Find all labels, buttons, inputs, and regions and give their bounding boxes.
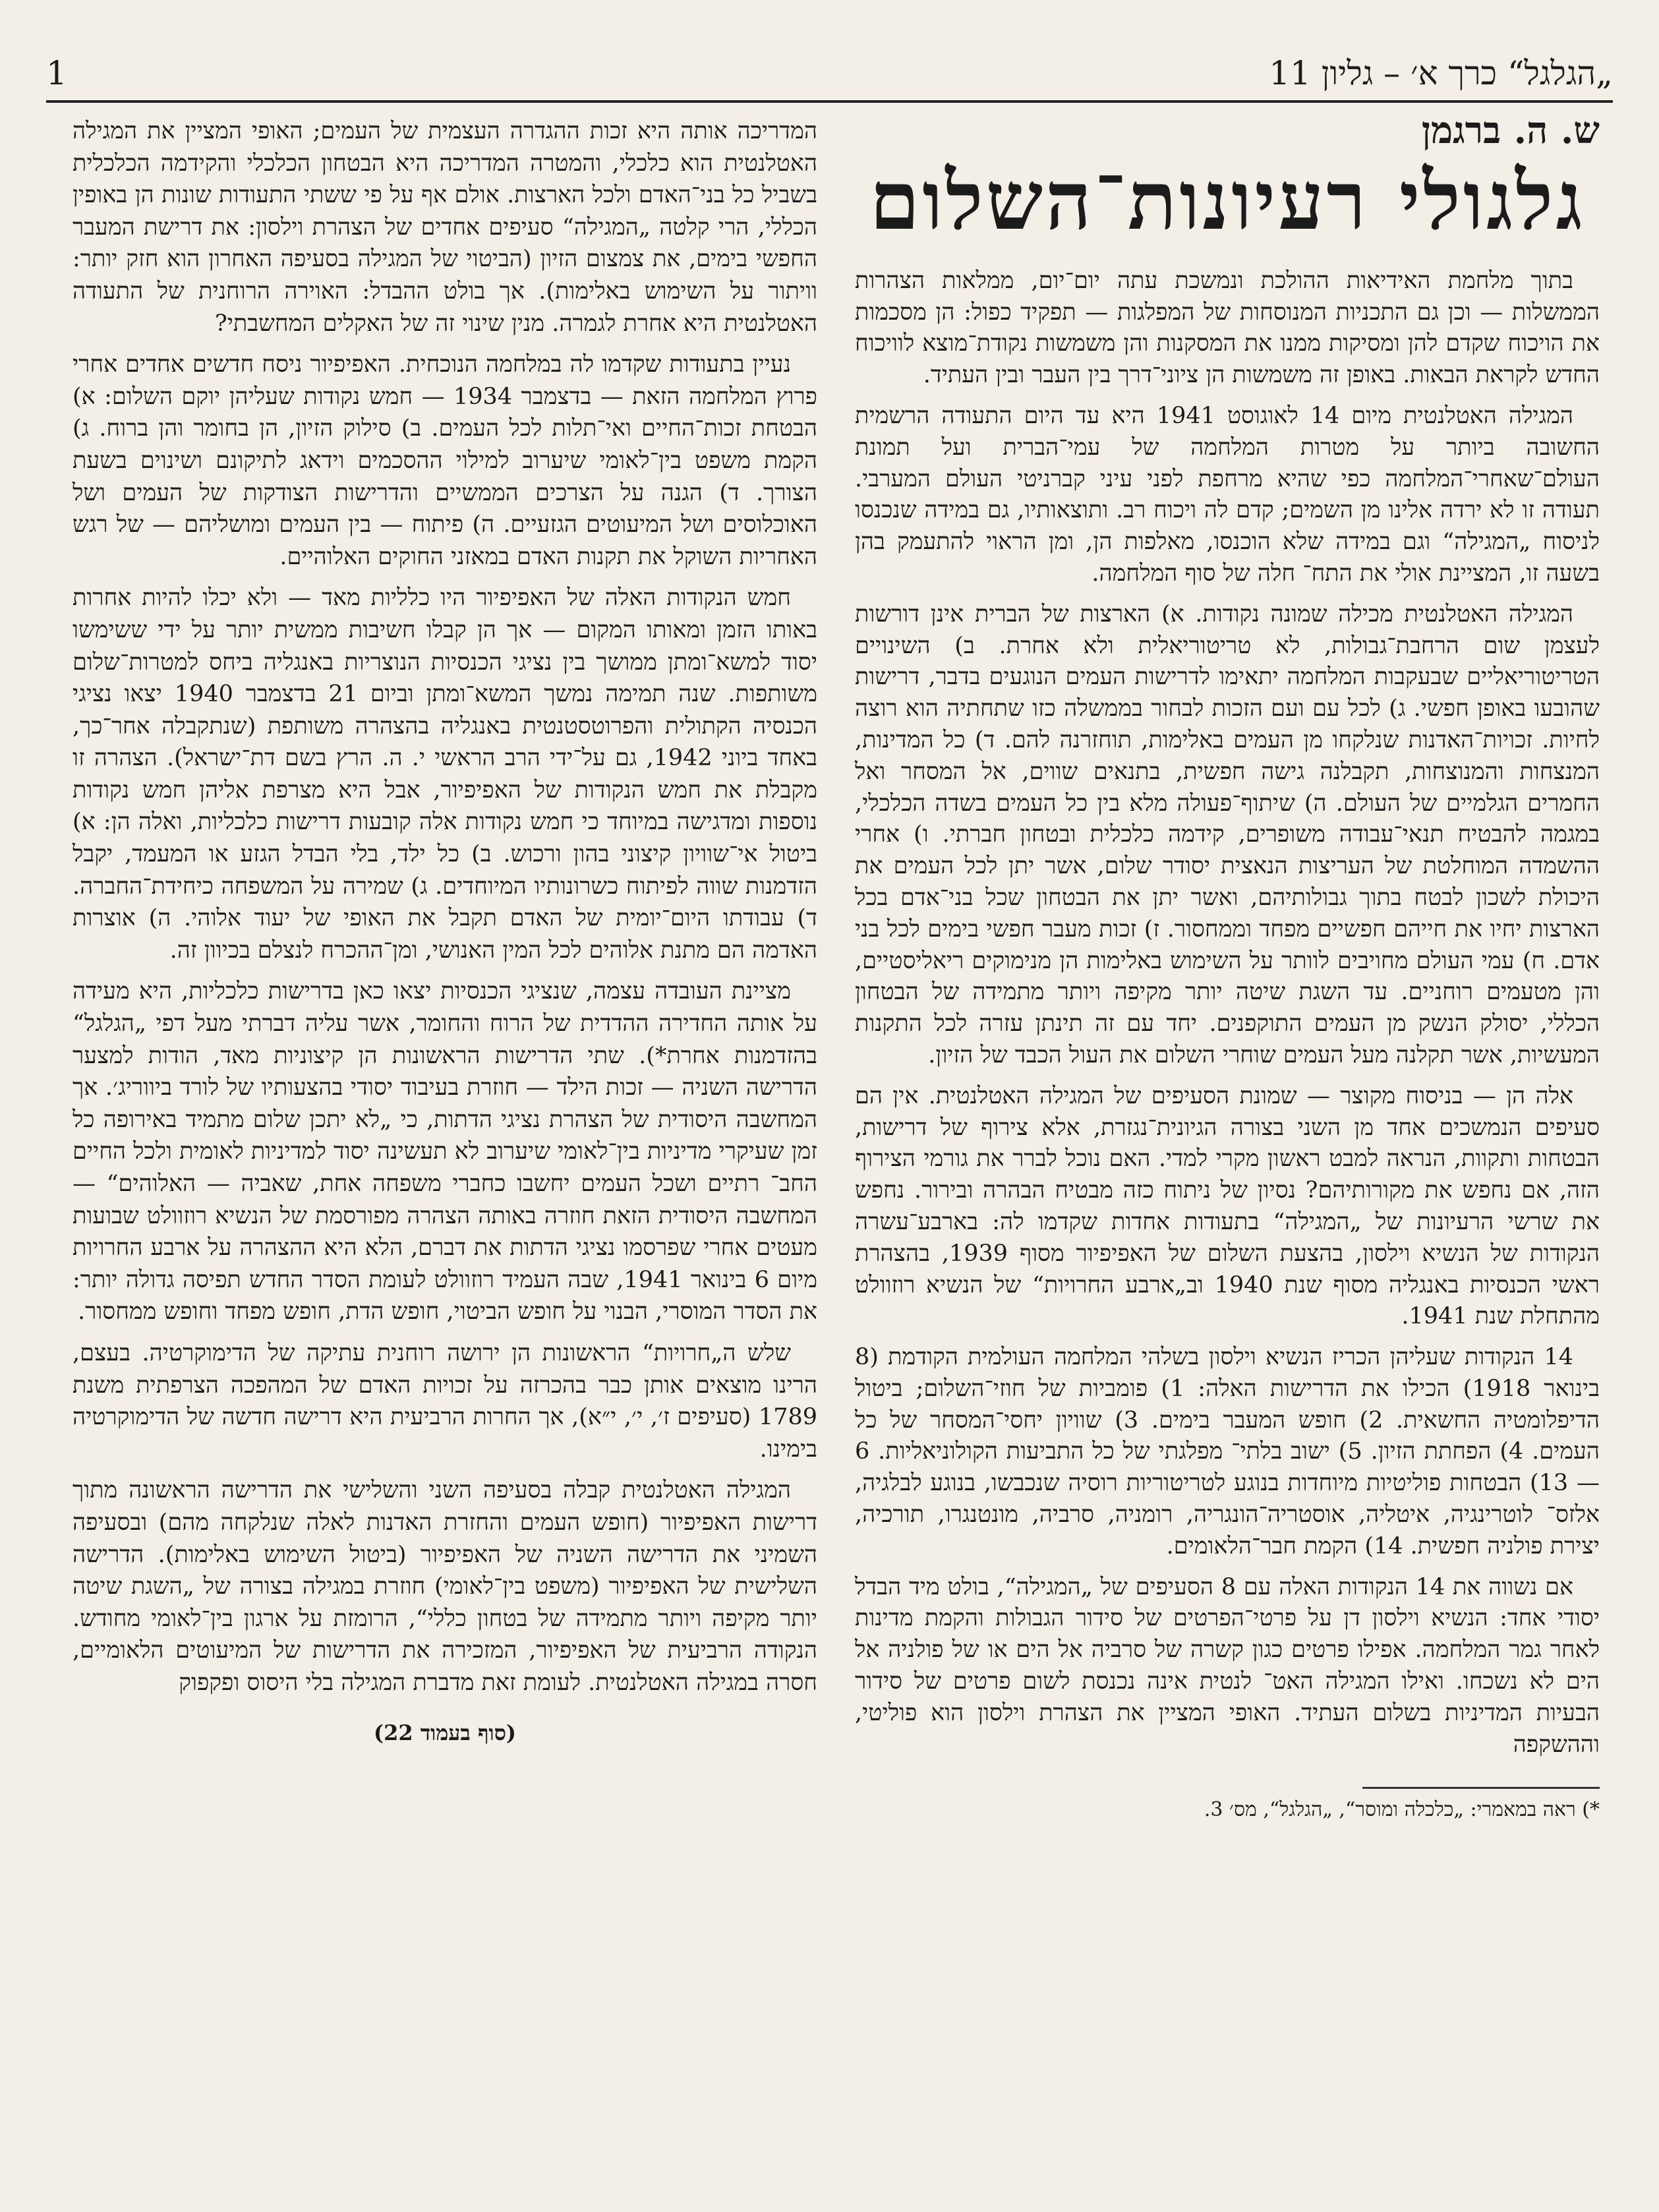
paragraph: בתוך מלחמת האידיאות ההולכת ונמשכת עתה יום־יום, ממלאות הצהרות הממשלות — וכן גם התכניות המנוסחות של המפלגות — תפקיד כפול: הן מסכמות את הויכוח שקדם להן ומסיקות ממנו את המסקנות והן משמשות נקודת־מוצא לוויכוח החדש לקראת הבאות. באופן זה משמשות הן ציוני־דרך בין העבר ובין העתיד. (855, 267, 1600, 389)
paragraph: מציינת העובדה עצמה, שנציגי הכנסיות יצאו כאן בדרישות כלכליות, היא מעידה על אותה החדירה ההדדית של הרוח והחומר, אשר עליה דברתי מעל דפי „הגלגל“ בהזדמנות אחרת*). שתי הדרישות הראשונות הן קיצוניות מאד, הודות למצער הדרישה השניה — זכות הילד — חוזרת בעיבוד יסודי בהצעותיו של לורד ביווריג׳. אך המחשבה היסודית של הצהרת נציגי הדתות, כי „לא יתכן שלום מתמיד באירופה כל זמן שעיקרי מדיניות בין־לאומי שיערוב לא תעשינה יסוד למדיניות לאומית ולכל החיים החב־ רתיים ושכל העמים יחשבו כחברי משפחה אחת, שאביה — האלוהים“ — המחשבה היסודית הזאת חוזרה באותה הצהרה מפורסמת של הנשיא רוזוולט שבועות מעטים אחרי שפרסמו נציגי הדתות את דברם, הלא היא ההצהרה על ארבע החרויות מיום 6 בינואר 1941, שבה העמיד רוזוולט לעומת הסדר החדש תפיסה גדולה יותר: את הסדר המוסרי, הבנוי על חופש הביטוי, חופש הדת, חופש מפחד וחופש ממחסור. (73, 978, 817, 1325)
continued-note: (סוף בעמוד 22) (373, 1720, 517, 1745)
paragraph: 14 הנקודות שעליהן הכריז הנשיא וילסון בשלהי המלחמה העולמית הקודמת (8 בינואר 1918) הכילו את הדרישות האלה: 1) פומביות של חוזי־השלום; ביטול הדיפלומטיה החשאית. 2) חופש המעבר בימים. 3) שוויון יחסי־המסחר של כל העמים. 4) הפחתת הזיון. 5) ישוב בלתי־ מפלגתי של כל התביעות הקולוניאליות. 6 — 13) הבטחות פוליטיות מיוחדות בנוגע לטריטוריות רוסיה שנכבשו, בנוגע לבלגיה, אלזס־ לוטרינגיה, איטליה, אוסטריה־הונגריה, רומניה, סרביה, מונטנגרו, תורכיה, יצירת פולניה חפשית. 14) הקמת חבר־הלאומים. (855, 1344, 1600, 1559)
article-title: גלגולי רעיונות־השלום (869, 152, 1585, 248)
paragraph: המגילה האטלנטית קבלה בסעיפה השני והשלישי את הדרישה הראשונה מתוך דרישות האפיפיור (חופש העמים והחזרת האדנות לאלה שנלקחה מהם) ובסעיפה השמיני את הדרישה השניה של האפיפיור (ביטול השימוש באלימות). הדרישה השלישית של האפיפיור (משפט בין־לאומי) חוזרת במגילה בצורה של „השגת שיטה יותר מקיפה ויותר מתמידה של בטחון כללי“, הרומזת על ארגון בין־לאומי מחודש. הנקודה הרביעית של האפיפיור, המזכירה את הדרישות של המיעוטים הלאומיים, חסרה במגילה האטלנטית. לעומת זאת מדברת המגילה בלי היסוס ופקפוק (73, 1477, 817, 1696)
paragraph: נעיין בתעודות שקדמו לה במלחמה הנוכחית. האפיפיור ניסח חדשים אחדים אחרי פרוץ המלחמה הזאת — בדצמבר 1934 — חמש נקודות שעליהן יוקם השלום: א) הבטחת זכות־החיים ואי־תלות לכל העמים. ב) סילוק הזיון, הן בחומר והן ברוח. ג) הקמת משפט בין־לאומי שיערוב למילוי ההסכמים וידאג לתיקונם ושינוים בשעת הצורך. ד) הגנה על הצרכים הממשיים והדרישות הצודקות של העמים ושל האוכלוסים ושל המיעוטים הגזעיים. ה) פיתוח — בין העמים ומושליהם — של רגש האחריות השוקל את תקנות האדם במאזני החוקים האלוהיים. (73, 351, 817, 570)
page-number: 1 (46, 54, 67, 92)
author-byline: ש. ה. ברגמן (1421, 109, 1600, 152)
paragraph: אם נשווה את 14 הנקודות האלה עם 8 הסעיפים של „המגילה“, בולט מיד הבדל יסודי אחד: הנשיא וילסון דן על פרטי־הפרטים של סידור הגבולות והקמת מדינות לאחר גמר המלחמה. אפילו פרטים כגון קשרה של סרביה אל הים או של פולניה אל הים לא נשכחו. ואילו המגילה האט־ לנטית אינה נכנסת לשום פרטים של סידור הבעיות המדיניות בשלום העתיד. האופי המציין את הצהרת וילסון הוא פוליטי, וההשקפה (855, 1573, 1600, 1758)
footnote: *) ראה במאמרי: „כלכלה ומוסר“, „הגלגל“, מס׳ 3. (1204, 1798, 1600, 1822)
paragraph: חמש הנקודות האלה של האפיפיור היו כלליות מאד — ולא יכלו להיות אחרות באותו הזמן ומאותו המקום — אך הן קבלו חשיבות ממשית יותר על ידי ששימשו יסוד למשא־ומתן ממושך בין נציגי הכנסיות הנוצריות באנגליה ביחס למטרות־שלום משותפות. שנה תמימה נמשך המשא־ומתן וביום 21 בדצמבר 1940 יצאו נציגי הכנסיה הקתולית והפרוטסטנטית באנגליה בהצהרה משותפת (שנתקבלה אחר־כך, באחד ביוני 1942, גם על־ידי הרב הראשי י. ה. הרץ בשם דת־ישראל). הצהרה זו מקבלת את חמש הנקודות של האפיפיור, אבל היא מצרפת אליהן חמש נקודות נוספות ומדגישה במיוחד כי חמש נקודות אלה קובעות דרישות כלכליות, ואלה הן: א) ביטול אי־שוויון קיצוני בהון ורכוש. ב) כל ילד, בלי הבדל הגזע או המעמד, יקבל הזדמנות שווה לפיתוח כשרונותיו המיוחדים. ג) שמירה על המשפחה כיחידת־החברה. ד) עבודתו היום־יומית של האדם תקבל את האופי של יעוד אלוהי. ה) אוצרות האדמה הם מתנת אלוהים לכל המין האנושי, ומן־ההכרח לנצלם בכיוון זה. (73, 585, 817, 964)
paragraph: המגילה האטלנטית מכילה שמונה נקודות. א) הארצות של הברית אינן דורשות לעצמן שום הרחבת־גבולות, לא טריטוריאלית ולא אחרת. ב) השינויים הטריטוריאליים שבעקבות המלחמה יתאימו לדרישות העמים הנוגעים בדבר, דרישות שהובעו באופן חפשי. ג) לכל עם ועם הזכות לבחור בממשלה כזו שתחתיה הוא רוצה לחיות. זכויות־האדנות שנלקחו מן העמים באלימות, תוחזרנה להם. ד) כל המדינות, המנצחות והמנוצחות, תקבלנה גישה חפשית, בתנאים שווים, אל המסחר ואל החמרים הגלמיים של העולם. ה) שיתוף־פעולה מלא בין כל העמים בשדה הכלכלי, במגמה להבטיח תנאי־עבודה משופרים, קידמה כלכלית ובטחון חברתי. ו) אחרי ההשמדה המוחלטת של העריצות הנאצית יסודר שלום, אשר יתן לכל העמים את היכולת לשכון לבטח בתוך גבולותיהם, ואשר יתן את הבטחון שכל בני־אדם בכל הארצות יחיו את חייהם חפשיים מפחד וממחסור. ז) זכות מעבר חפשי בימים לכל בני אדם. ח) עמי העולם מחויבים לוותר על השימוש באלימות הן מנימוקים ריאליסטיים, והן מטעמים רוחניים. עד השגת שיטה יותר מקיפה ויותר מתמידה של הבטחון הכללי, יסולק הנשק מן העמים התוקפנים. יחד עם זה תינתן עזרה לכל התקנות המעשיות, אשר תקלנה מעל העמים שוחרי השלום את העול הכבד של הזיון. (855, 600, 1600, 1068)
publication-title: „הגלגל“ כרך א׳ – גליון 11 (1269, 54, 1613, 92)
footnote-divider (1362, 1787, 1600, 1789)
left-column (73, 115, 817, 1749)
right-column (855, 109, 1600, 1835)
paragraph: המדריכה אותה היא זכות ההגדרה העצמית של העמים; האופי המציין את המגילה האטלנטית הוא כלכלי, והמטרה המדריכה היא הבטחון הכלכלי והקידמה הכלכלית בשביל כל בני־האדם ולכל הארצות. אולם אף על פי ששתי התעודות שונות הן באופין הכללי, הרי קלטה „המגילה“ סעיפים אחדים של הצהרת וילסון: את דרישת המעבר החפשי בימים, את צמצום הזיון (הביטוי של המגילה בסעיפה האחרון הוא חזק יותר: וויתור על השימוש באלימות). אך בולט ההבדל: האוירה הרוחנית של התעודה האטלנטית היא אחרת לגמרה. מנין שינוי זה של האקלים המחשבתי? (73, 118, 817, 337)
running-header (46, 26, 1613, 103)
paragraph: אלה הן — בניסוח מקוצר — שמונת הסעיפים של המגילה האטלנטית. אין הם סעיפים הנמשכים אחד מן השני בצורה הגיונית־נגזרת, אלא צירוף של דרישות, הבטחות ותקוות, הנראה למבט ראשון מקרי למדי. האם נוכל לברר את גורמי הצירוף הזה, אם נחפש את מקורותיהם? נסיון של ניתוח כזה מבטיח הבהרה ובירור. נחפש את שרשי הרעיונות של „המגילה“ בתעודות אחדות שקדמו לה: בארבע־עשרה הנקודות של הנשיא וילסון, בהצעת השלום של האפיפיור מסוף 1939, בהצהרת ראשי הכנסיות באנגליה מסוף שנת 1940 וב„ארבע החרויות“ של הנשיא רוזוולט מהתחלת שנת 1941. (855, 1082, 1600, 1330)
paragraph: שלש ה„חרויות“ הראשונות הן ירושה רוחנית עתיקה של הדימוקרטיה. בעצם, הרינו מוצאים אותן כבר בהכרזה על זכויות האדם של המהפכה הצרפתית משנת 1789 (סעיפים ז׳, י׳, י״א), אך החרות הרביעית היא דרישה חדשה של הדימוקרטיה בימינו. (73, 1339, 817, 1463)
paragraph: המגילה האטלנטית מיום 14 לאוגוסט 1941 היא עד היום התעודה הרשמית החשובה ביותר על מטרות המלחמה של עמי־הברית ועל תמונת העולם־שאחרי־המלחמה כפי שהיא מרחפת לפני עיני קברניטי העולם המערבי. תעודה זו לא ירדה אלינו מן השמים; קדם לה ויכוח רב. ותוצאותיו, גם במידה שנכנסו לניסוח „המגילה“ וגם במידה שלא הוכנסו, מאלפות הן, ומן הראוי להתעמק בהן בשעה זו, המציינת אולי את התח־ חלה של סוף המלחמה. (855, 402, 1600, 587)
